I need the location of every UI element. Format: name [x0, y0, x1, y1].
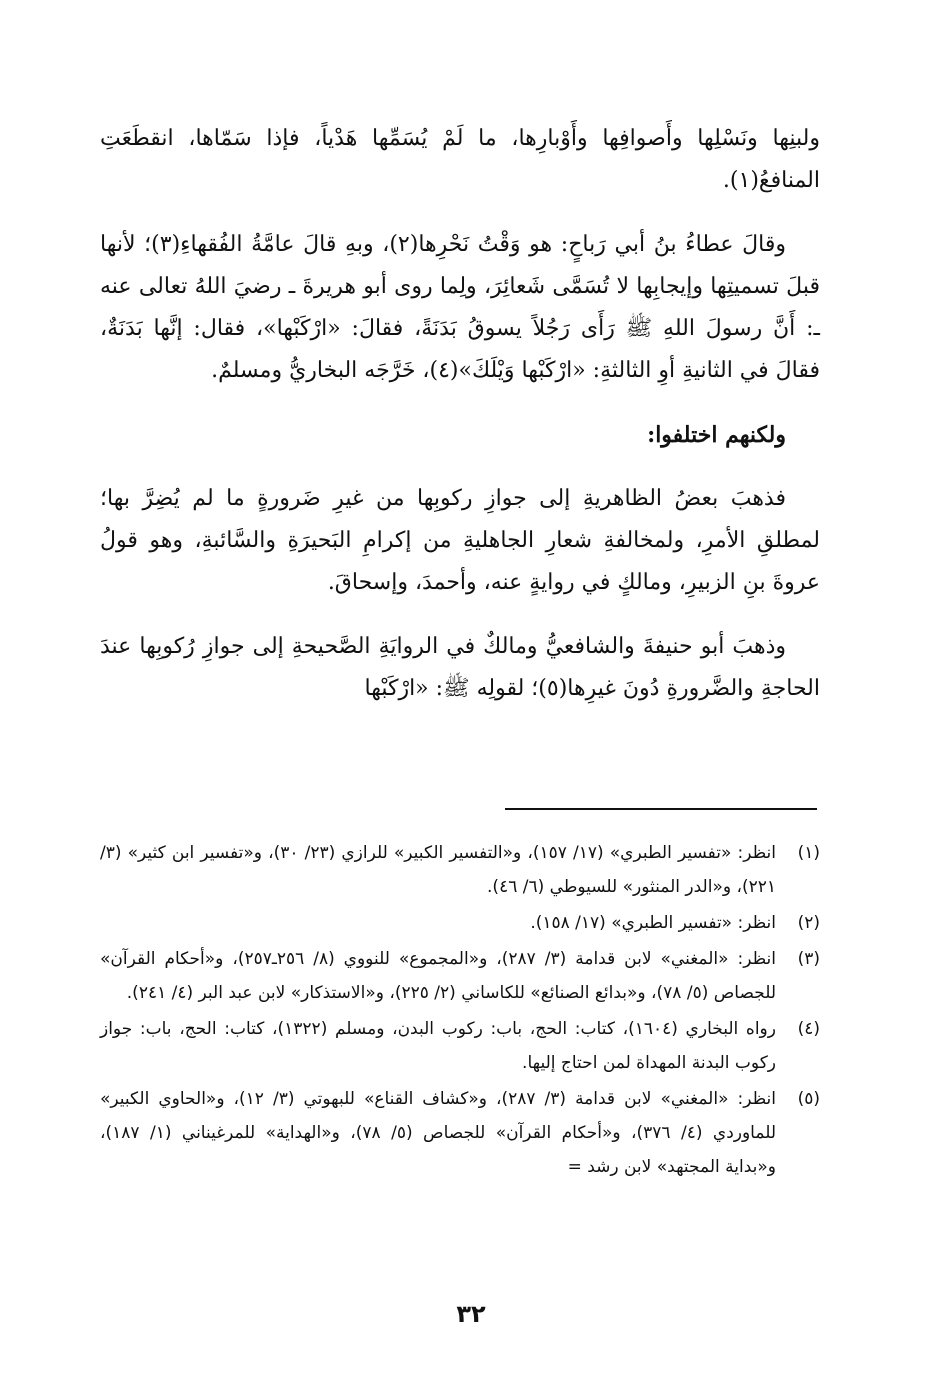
footnote	[100, 906, 820, 940]
footnote-number: (٢)	[797, 913, 820, 933]
footnote-number: (٥)	[797, 1089, 820, 1109]
footnote-number: (٤)	[797, 1019, 820, 1039]
paragraph-1: ولبنِها ونَسْلِها وأَصوافِها وأَوْبارِها، ما لَمْ يُسَمِّها هَدْياً، فإذا سَمّاها، انقطَعَتِ المنافعُ(١).	[100, 126, 820, 193]
footnote-text: انظر: «تفسير الطبري» (١٧/ ١٥٨).	[530, 913, 776, 933]
footnote-text: انظر: «المغني» لابن قدامة (٣/ ٢٨٧)، و«كشاف القناع» للبهوتي (٣/ ١٢)، و«الحاوي الكبير» للماوردي (٤/ ٣٧٦)، و«أحكام القرآن» للجصاص (٥/ ٧٨)، و«الهداية» للمرغيناني (١/ ١٨٧)، و«بداية المجتهد» لابن رشد =	[100, 1089, 777, 1177]
footnote	[100, 836, 820, 904]
paragraph-4: وذهبَ أبو حنيفةَ والشافعيُّ ومالكٌ في الروايَةِ الصَّحيحةِ إلى جوازِ رُكوبِها عندَ الحاجةِ والضَّرورةِ دُونَ غيرِها(٥)؛ لقولِه ﷺ: «ارْكَبْها	[100, 634, 820, 701]
footnote	[100, 1082, 820, 1184]
footnote-text: رواه البخاري (١٦٠٤)، كتاب: الحج، باب: ركوب البدن، ومسلم (١٣٢٢)، كتاب: الحج، باب: جواز ركوب البدنة المهداة لمن احتاج إليها.	[100, 1019, 776, 1073]
footnote-text: انظر: «تفسير الطبري» (١٧/ ١٥٧)، و«التفسير الكبير» للرازي (٢٣/ ٣٠)، و«تفسير ابن كثير» (٣/ ٢٢١)، و«الدر المنثور» للسيوطي (٦/ ٤٦).	[100, 843, 776, 897]
footnote-divider	[505, 808, 817, 810]
paragraph-3: فذهبَ بعضُ الظاهريةِ إلى جوازِ ركوبِها من غيرِ ضَرورةٍ ما لم يُضِرَّ بها؛ لمطلقِ الأمرِ، ولمخالفةِ شعارِ الجاهليةِ من إكرامِ البَحيرَةِ والسَّائبةِ، وهو قولُ عروةَ بنِ الزبيرِ، ومالكٍ في روايةٍ عنه، وأحمدَ، وإسحاقَ.	[100, 486, 820, 595]
footnote-number: (٣)	[797, 949, 820, 969]
footnote-text: انظر: «المغني» لابن قدامة (٣/ ٢٨٧)، و«المجموع» للنووي (٨/ ٢٥٦ـ٢٥٧)، و«أحكام القرآن» للجصاص (٥/ ٧٨)، و«بدائع الصنائع» للكاساني (٢/ ٢٢٥)، و«الاستذكار» لابن عبد البر (٤/ ٢٤١).	[100, 949, 776, 1003]
footnotes	[100, 836, 820, 1186]
footnote-number: (١)	[797, 843, 820, 863]
footnote	[100, 1012, 820, 1080]
main-text	[100, 118, 820, 732]
section-heading: ولكنهم اختلفوا:	[647, 422, 786, 448]
paragraph-2: وقالَ عطاءُ بنُ أبي رَباحٍ: هو وَقْتُ نَحْرِها(٢)، وبهِ قالَ عامَّةُ الفُقهاءِ(٣)؛ لأنها قبلَ تسميتِها وإيجابِها لا تُسَمَّى شَعائِرَ، ولِما روى أبو هريرةَ ـ رضيَ اللهُ تعالى عنه ـ: أَنَّ رسولَ اللهِ ﷺ رَأَى رَجُلاً يسوقُ بَدَنَةً، فقالَ: «ارْكَبْها»، فقال: إنَّها بَدَنَةٌ، فقالَ في الثانيةِ أوِ الثالثةِ: «ارْكَبْها وَيْلَكَ»(٤)، خَرَّجَه البخاريُّ ومسلمٌ.	[100, 232, 820, 383]
footnote	[100, 942, 820, 1010]
page-number: ٣٢	[456, 1300, 486, 1328]
